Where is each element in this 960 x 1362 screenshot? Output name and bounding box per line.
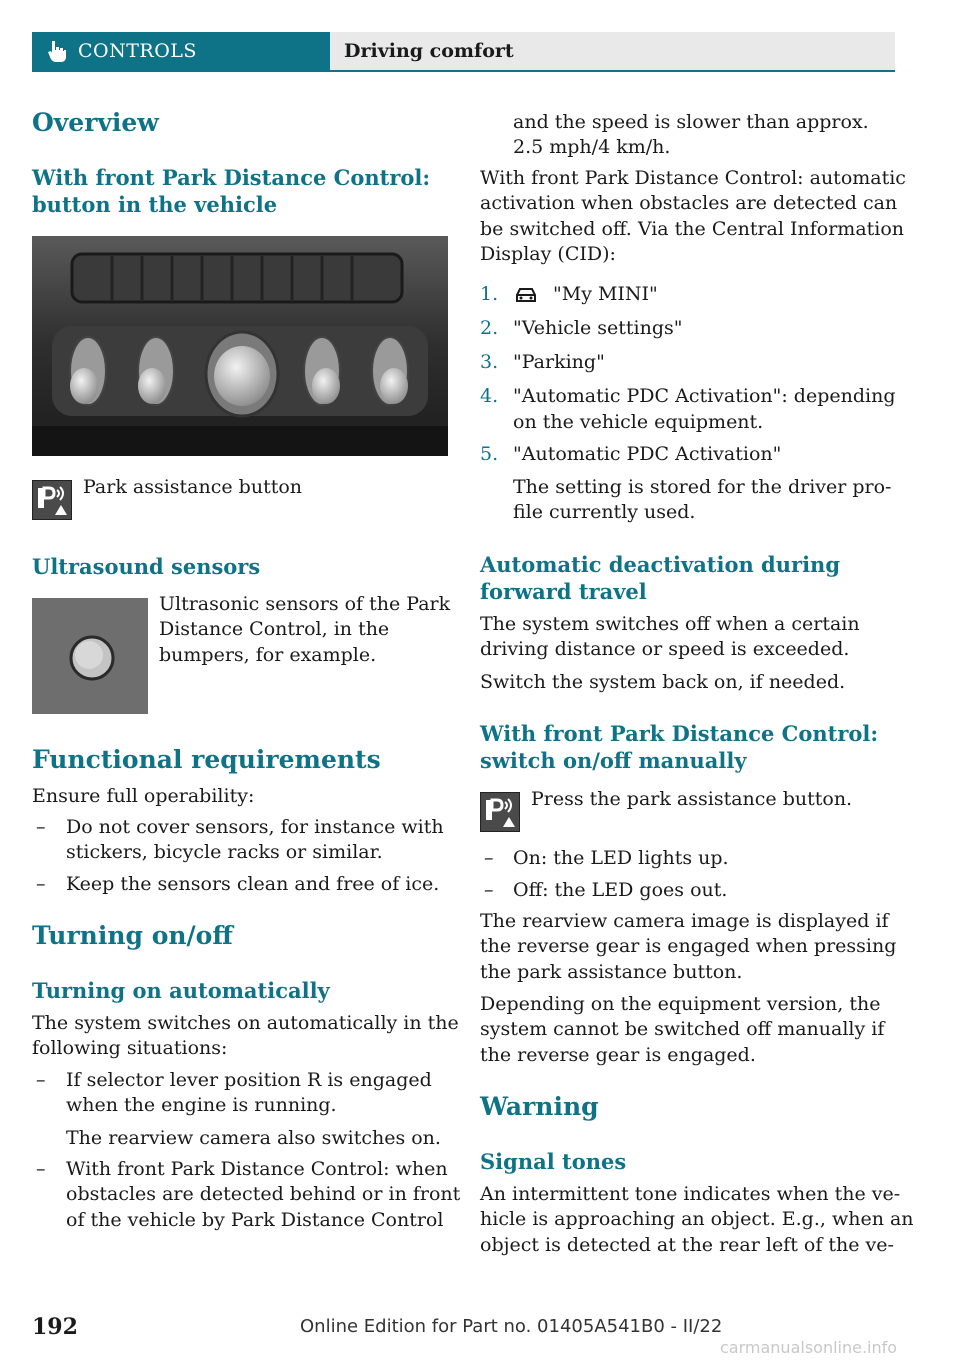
equipment-text-3: the reverse gear is engaged.: [480, 1044, 756, 1066]
auto-deact-text-1: The system switches off when a certain: [480, 613, 860, 635]
turning-auto-intro-2: following situations:: [32, 1037, 228, 1059]
park-button-caption: Park assistance button: [83, 476, 303, 498]
auto-item2-line1: With front Park Distance Control: when: [66, 1158, 448, 1180]
auto-item1-line1: If selector lever position R is engaged: [66, 1069, 432, 1091]
bullet-dash: –: [36, 1069, 46, 1091]
step-text: "Parking": [513, 351, 605, 373]
step5-note-1: The setting is stored for the driver pro-: [513, 476, 892, 498]
turning-auto-intro-1: The system switches on automatically in the: [32, 1012, 459, 1034]
step-text: "My MINI": [553, 283, 658, 305]
manual-heading-2: switch on/off manually: [480, 748, 747, 773]
ultrasound-text-1: Ultrasonic sensors of the Park: [159, 593, 451, 615]
step-text: "Vehicle settings": [513, 317, 683, 339]
rearview-text-2: the reverse gear is engaged when pressing: [480, 935, 897, 957]
on-item: On: the LED lights up.: [513, 847, 729, 869]
header-chapter-tab: [330, 32, 895, 70]
off-item: Off: the LED goes out.: [513, 879, 728, 901]
rearview-text-1: The rearview camera image is displayed if: [480, 910, 889, 932]
cont-line-1: and the speed is slower than approx.: [513, 111, 869, 133]
overview-heading: Overview: [32, 108, 159, 137]
header-section-tab: [32, 32, 330, 70]
func-req-item1-line1: Do not cover sensors, for instance with: [66, 816, 444, 838]
bullet-dash: –: [36, 873, 46, 895]
car-icon: [514, 286, 538, 304]
equipment-text-2: system cannot be switched off manually if: [480, 1018, 885, 1040]
step-text: "Automatic PDC Activation": depending: [513, 385, 896, 407]
functional-requirements-heading: Functional requirements: [32, 745, 381, 774]
step-number: 1.: [480, 283, 499, 305]
step-number: 4.: [480, 385, 499, 407]
step-number: 5.: [480, 443, 499, 465]
watermark: carmanualsonline.info: [720, 1338, 898, 1357]
rearview-text-3: the park assistance button.: [480, 961, 743, 983]
bullet-dash: –: [484, 847, 494, 869]
step-text: on the vehicle equipment.: [513, 411, 764, 433]
header-chapter-label: Driving comfort: [344, 40, 514, 62]
ultrasound-heading: Ultrasound sensors: [32, 554, 261, 579]
park-assistance-icon: [480, 792, 520, 832]
front-auto-text-2: activation when obstacles are detected can: [480, 192, 898, 214]
func-req-intro: Ensure full operability:: [32, 785, 255, 807]
signal-tones-heading: Signal tones: [480, 1149, 627, 1174]
dashboard-switches-photo: [32, 236, 448, 456]
front-auto-text-1: With front Park Distance Control: automatic: [480, 167, 906, 189]
auto-deactivation-heading-1: Automatic deactivation during: [480, 552, 841, 577]
front-auto-text-4: Display (CID):: [480, 243, 616, 265]
ultrasonic-sensor-photo: [32, 598, 148, 714]
warning-heading: Warning: [480, 1092, 599, 1121]
step5-note-2: file currently used.: [513, 501, 696, 523]
front-pdc-button-heading-line1: With front Park Distance Control:: [32, 165, 431, 190]
footer-edition: Online Edition for Part no. 01405A541B0 - II/22: [300, 1316, 723, 1337]
press-button-text: Press the park assistance button.: [531, 788, 853, 810]
signal-text-2: hicle is approaching an object. E.g., when an: [480, 1208, 914, 1230]
page-number: 192: [32, 1314, 78, 1340]
func-req-item2-line1: Keep the sensors clean and free of ice.: [66, 873, 440, 895]
auto-deactivation-heading-2: forward travel: [480, 579, 647, 604]
front-pdc-button-heading-line2: button in the vehicle: [32, 192, 278, 217]
park-assistance-icon: [32, 480, 72, 520]
bullet-dash: –: [36, 816, 46, 838]
cont-line-2: 2.5 mph/4 km/h.: [513, 136, 671, 158]
manual-heading-1: With front Park Distance Control:: [480, 721, 879, 746]
front-auto-text-3: be switched off. Via the Central Information: [480, 218, 905, 240]
header-rule: [32, 70, 895, 72]
step-number: 2.: [480, 317, 499, 339]
auto-item2-line2: obstacles are detected behind or in front: [66, 1183, 461, 1205]
auto-deact-text-2: driving distance or speed is exceeded.: [480, 638, 850, 660]
header-section-label: CONTROLS: [78, 40, 197, 62]
bullet-dash: –: [484, 879, 494, 901]
step-text: "Automatic PDC Activation": [513, 443, 782, 465]
equipment-text-1: Depending on the equipment version, the: [480, 993, 881, 1015]
turning-on-off-heading: Turning on/off: [32, 921, 233, 950]
step-number: 3.: [480, 351, 499, 373]
signal-text-3: object is detected at the rear left of the ve-: [480, 1234, 894, 1256]
ultrasound-text-2: Distance Control, in the: [159, 618, 390, 640]
auto-item2-line3: of the vehicle by Park Distance Control: [66, 1209, 444, 1231]
bullet-dash: –: [36, 1158, 46, 1180]
signal-text-1: An intermittent tone indicates when the ve-: [480, 1183, 901, 1205]
ultrasound-text-3: bumpers, for example.: [159, 644, 377, 666]
func-req-item1-line2: stickers, bicycle racks or similar.: [66, 841, 383, 863]
switch-back-text: Switch the system back on, if needed.: [480, 671, 846, 693]
turning-on-automatically-heading: Turning on automatically: [32, 978, 330, 1003]
auto-item1-note: The rearview camera also switches on.: [66, 1127, 441, 1149]
hand-pointer-icon: [46, 39, 68, 63]
auto-item1-line2: when the engine is running.: [66, 1094, 337, 1116]
